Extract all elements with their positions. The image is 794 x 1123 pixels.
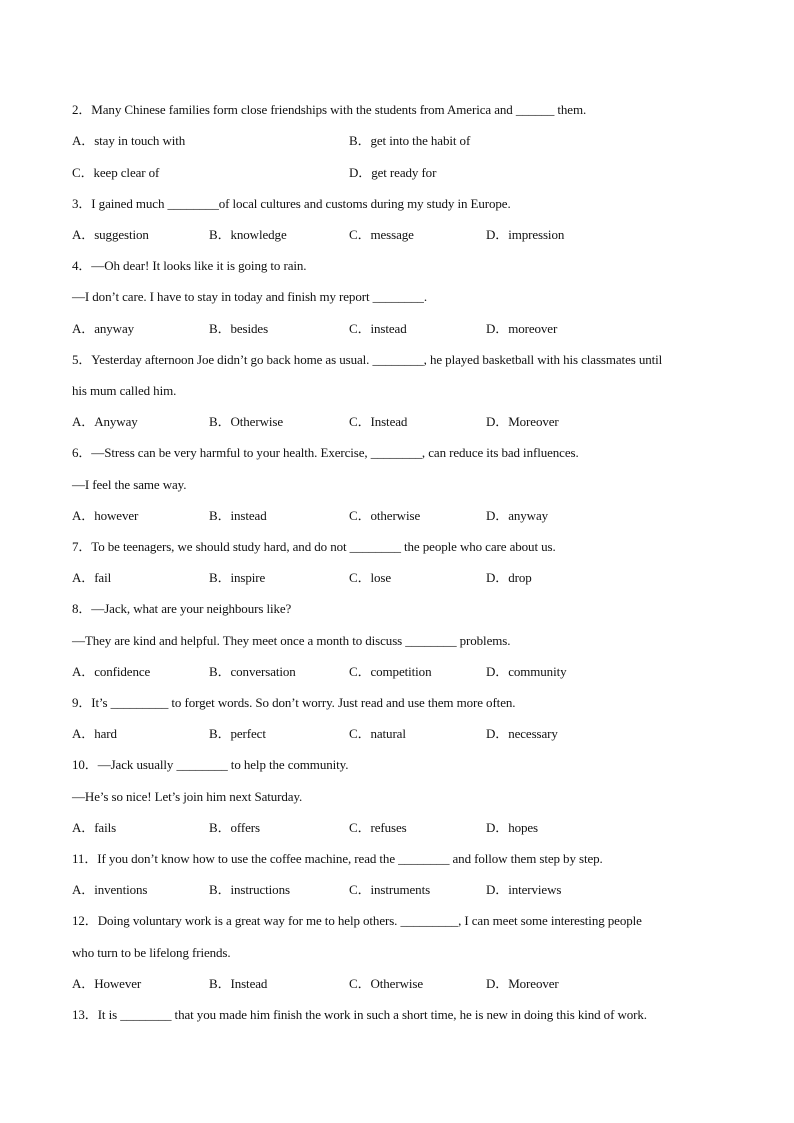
option-a: A．hard: [72, 726, 117, 741]
question-12-options: [72, 974, 734, 994]
option-b: B．instructions: [209, 882, 290, 897]
option-c: C．competition: [349, 664, 432, 679]
option-b: B．perfect: [209, 726, 266, 741]
option-d: D．necessary: [486, 726, 558, 741]
question-4-stem: 4．—Oh dear! It looks like it is going to rain.: [72, 258, 307, 273]
option-d: D．get ready for: [349, 165, 437, 180]
question-6-stem-line-2: —I feel the same way.: [72, 477, 187, 492]
option-d: D．anyway: [486, 508, 549, 523]
option-b: B．knowledge: [209, 227, 287, 242]
option-c: C．lose: [349, 570, 392, 585]
option-a: A．However: [72, 976, 142, 991]
option-c: C．Otherwise: [349, 976, 423, 991]
question-7-options: [72, 568, 734, 588]
question-11-stem: 11．If you don’t know how to use the coffee machine, read the ________ and follow them step by step.: [72, 851, 603, 866]
option-b: B．instead: [209, 508, 267, 523]
option-b: B．get into the habit of: [349, 133, 471, 148]
option-a: A．Anyway: [72, 414, 138, 429]
question-10-stem-line-2: —He’s so nice! Let’s join him next Saturday.: [72, 789, 303, 804]
question-7-stem: 7．To be teenagers, we should study hard, and do not ________ the people who care about us.: [72, 539, 556, 554]
question-3-options: [72, 225, 734, 245]
question-5-stem-line-2: his mum called him.: [72, 383, 177, 398]
option-a: A．stay in touch with: [72, 133, 186, 148]
question-10-options: [72, 818, 734, 838]
question-10-stem: 10．—Jack usually ________ to help the community.: [72, 757, 349, 772]
option-b: B．inspire: [209, 570, 266, 585]
option-b: B．Instead: [209, 976, 268, 991]
option-d: D．drop: [486, 570, 532, 585]
option-a: A．suggestion: [72, 227, 149, 242]
option-a: A．however: [72, 508, 139, 523]
option-d: D．Moreover: [486, 976, 559, 991]
question-4-options: [72, 319, 734, 339]
question-11-options: [72, 880, 734, 900]
option-a: A．inventions: [72, 882, 148, 897]
question-12-stem-line-2: who turn to be lifelong friends.: [72, 945, 231, 960]
question-6-options: [72, 506, 734, 526]
option-b: B．Otherwise: [209, 414, 283, 429]
question-2-options-row-1: [72, 131, 734, 151]
option-a: A．confidence: [72, 664, 151, 679]
option-c: C．instead: [349, 321, 407, 336]
option-a: A．anyway: [72, 321, 135, 336]
option-d: D．interviews: [486, 882, 562, 897]
question-2-options-row-2: [72, 163, 734, 183]
question-4-stem-line-2: —I don’t care. I have to stay in today and finish my report ________.: [72, 289, 427, 304]
question-9-options: [72, 724, 734, 744]
option-c: C．Instead: [349, 414, 408, 429]
option-c: C．refuses: [349, 820, 407, 835]
option-a: A．fails: [72, 820, 117, 835]
question-13-stem: 13．It is ________ that you made him finish the work in such a short time, he is new in doing this kind of work.: [72, 1007, 647, 1022]
option-c: C．keep clear of: [72, 165, 160, 180]
question-2-stem: 2．Many Chinese families form close friendships with the students from America and ______ them.: [72, 102, 587, 117]
option-d: D．impression: [486, 227, 565, 242]
option-b: B．offers: [209, 820, 260, 835]
question-8-stem: 8．—Jack, what are your neighbours like?: [72, 601, 292, 616]
option-c: C．natural: [349, 726, 406, 741]
option-d: D．moreover: [486, 321, 558, 336]
option-d: D．Moreover: [486, 414, 559, 429]
option-a: A．fail: [72, 570, 112, 585]
option-d: D．hopes: [486, 820, 539, 835]
option-b: B．conversation: [209, 664, 296, 679]
option-c: C．instruments: [349, 882, 431, 897]
option-b: B．besides: [209, 321, 269, 336]
question-5-stem: 5．Yesterday afternoon Joe didn’t go back home as usual. ________, he played basketball with his classmates until: [72, 352, 663, 367]
question-5-options: [72, 412, 734, 432]
question-8-options: [72, 662, 734, 682]
question-3-stem: 3．I gained much ________of local cultures and customs during my study in Europe.: [72, 196, 511, 211]
option-c: C．otherwise: [349, 508, 421, 523]
question-6-stem: 6．—Stress can be very harmful to your health. Exercise, ________, can reduce its bad influences.: [72, 445, 579, 460]
option-c: C．message: [349, 227, 414, 242]
question-9-stem: 9．It’s _________ to forget words. So don’t worry. Just read and use them more often.: [72, 695, 516, 710]
question-12-stem: 12．Doing voluntary work is a great way for me to help others. _________, I can meet some interesting people: [72, 913, 642, 928]
option-d: D．community: [486, 664, 567, 679]
question-8-stem-line-2: —They are kind and helpful. They meet once a month to discuss ________ problems.: [72, 633, 511, 648]
